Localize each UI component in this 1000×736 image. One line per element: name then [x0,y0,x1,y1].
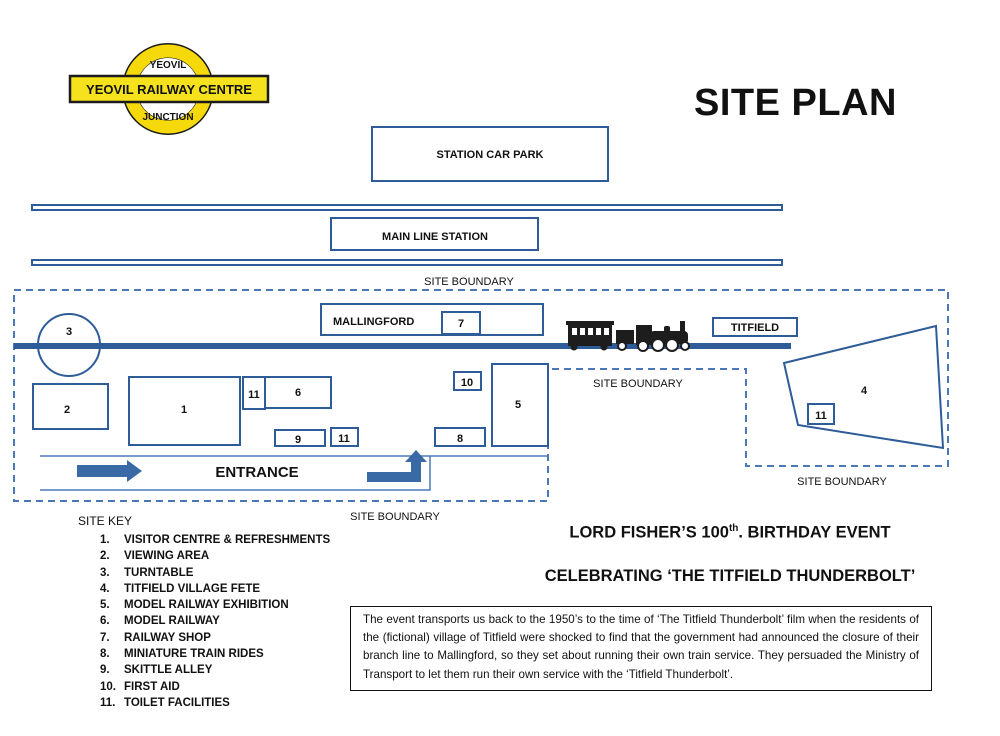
area-2-viewing-area [33,384,108,429]
yeovil-railway-centre-logo [70,51,268,127]
station-car-park-label: STATION CAR PARK [436,149,544,161]
event-title-main: LORD FISHER’S 100 [569,523,729,542]
site-key-number: 10. [100,680,116,693]
site-key-label: TOILET FACILITIES [124,696,230,709]
site-key-title: SITE KEY [78,514,133,528]
main-line-track-upper [32,205,782,210]
site-key-item [100,565,330,581]
page-title: SITE PLAN [694,82,897,124]
site-key-label: SKITTLE ALLEY [124,664,213,677]
area-11-label-a: 11 [248,389,260,401]
titfield-label: TITFIELD [730,322,780,334]
site-key-item [100,532,330,548]
mallingford-label: MALLINGFORD [333,316,415,328]
site-key-number: 9. [100,664,110,677]
area-4-label: 4 [860,385,868,397]
site-key-label: RAILWAY SHOP [124,631,211,644]
site-key-number: 5. [100,599,110,612]
area-9-label: 9 [294,434,302,446]
site-key-label: MODEL RAILWAY EXHIBITION [124,599,289,612]
event-subtitle: CELEBRATING ‘THE TITFIELD THUNDERBOLT’ [544,567,916,585]
event-title [500,523,960,543]
site-key-item [100,613,330,629]
site-key-number: 7. [100,631,110,644]
site-key-item [100,662,330,678]
site-key-number: 2. [100,550,110,563]
event-title-ordinal: th [728,523,739,534]
site-key-list [100,532,330,711]
site-key-label: TITFIELD VILLAGE FETE [124,582,261,595]
area-8-label: 8 [456,433,464,445]
event-description: The event transports us back to the 1950’s to the time of ‘The Titfield Thunderbolt’ film when the residents of the (fictional) village of Titfield were shocked to find that the government had announced the closure of their branch line to Mallingford, so they set about running their own train service. They persuaded the Ministry of Transport to let them run their own service with the ‘Titfield Thunderbolt’. [350,606,932,691]
logo-top-text: YEOVIL [149,60,187,71]
area-6-label: 6 [294,387,302,399]
main-line-station-label: MAIN LINE STATION [382,231,488,243]
site-key-label: FIRST AID [124,680,180,693]
area-3-label: 3 [65,326,73,338]
area-11-label-c: 11 [815,410,827,422]
site-boundary-label-right: SITE BOUNDARY [797,476,887,488]
site-key-item [100,548,330,564]
logo-band-text: YEOVIL RAILWAY CENTRE [86,82,252,97]
site-key-label: VIEWING AREA [124,550,210,563]
site-boundary-label-middle: SITE BOUNDARY [593,378,683,390]
site-boundary-label-bottom: SITE BOUNDARY [350,511,440,523]
site-key-label: MINIATURE TRAIN RIDES [124,648,264,661]
site-key-item [100,581,330,597]
site-key-number: 6. [100,615,110,628]
area-1-label: 1 [180,404,188,416]
site-key-item [100,646,330,662]
site-key-number: 1. [100,534,110,546]
site-key-label: TURNTABLE [124,566,194,579]
site-key-label: VISITOR CENTRE & REFRESHMENTS [124,534,331,546]
site-key-number: 11. [100,696,116,709]
entrance-turn-arrow-icon [367,450,427,482]
entrance-label: ENTRANCE [215,464,299,481]
area-10-label: 10 [460,377,474,389]
area-5-label: 5 [514,399,522,411]
site-key-item [100,630,330,646]
site-key-label: MODEL RAILWAY [124,615,220,628]
site-key-number: 4. [100,582,110,595]
entrance-arrow-icon [77,460,142,482]
site-key-number: 3. [100,566,110,579]
site-boundary-label-top: SITE BOUNDARY [424,276,514,288]
area-11-label-b: 11 [338,433,350,445]
logo-bottom-text: JUNCTION [142,112,194,123]
event-title-end: . BIRTHDAY EVENT [738,523,891,542]
area-2-label: 2 [63,404,71,416]
site-key-item [100,679,330,695]
site-key-number: 8. [100,648,110,661]
area-7-label: 7 [457,318,465,330]
train-tender [616,330,634,344]
site-key-item [100,695,330,711]
site-key [78,514,331,711]
main-line-track-lower [32,260,782,265]
site-key-item [100,597,330,613]
